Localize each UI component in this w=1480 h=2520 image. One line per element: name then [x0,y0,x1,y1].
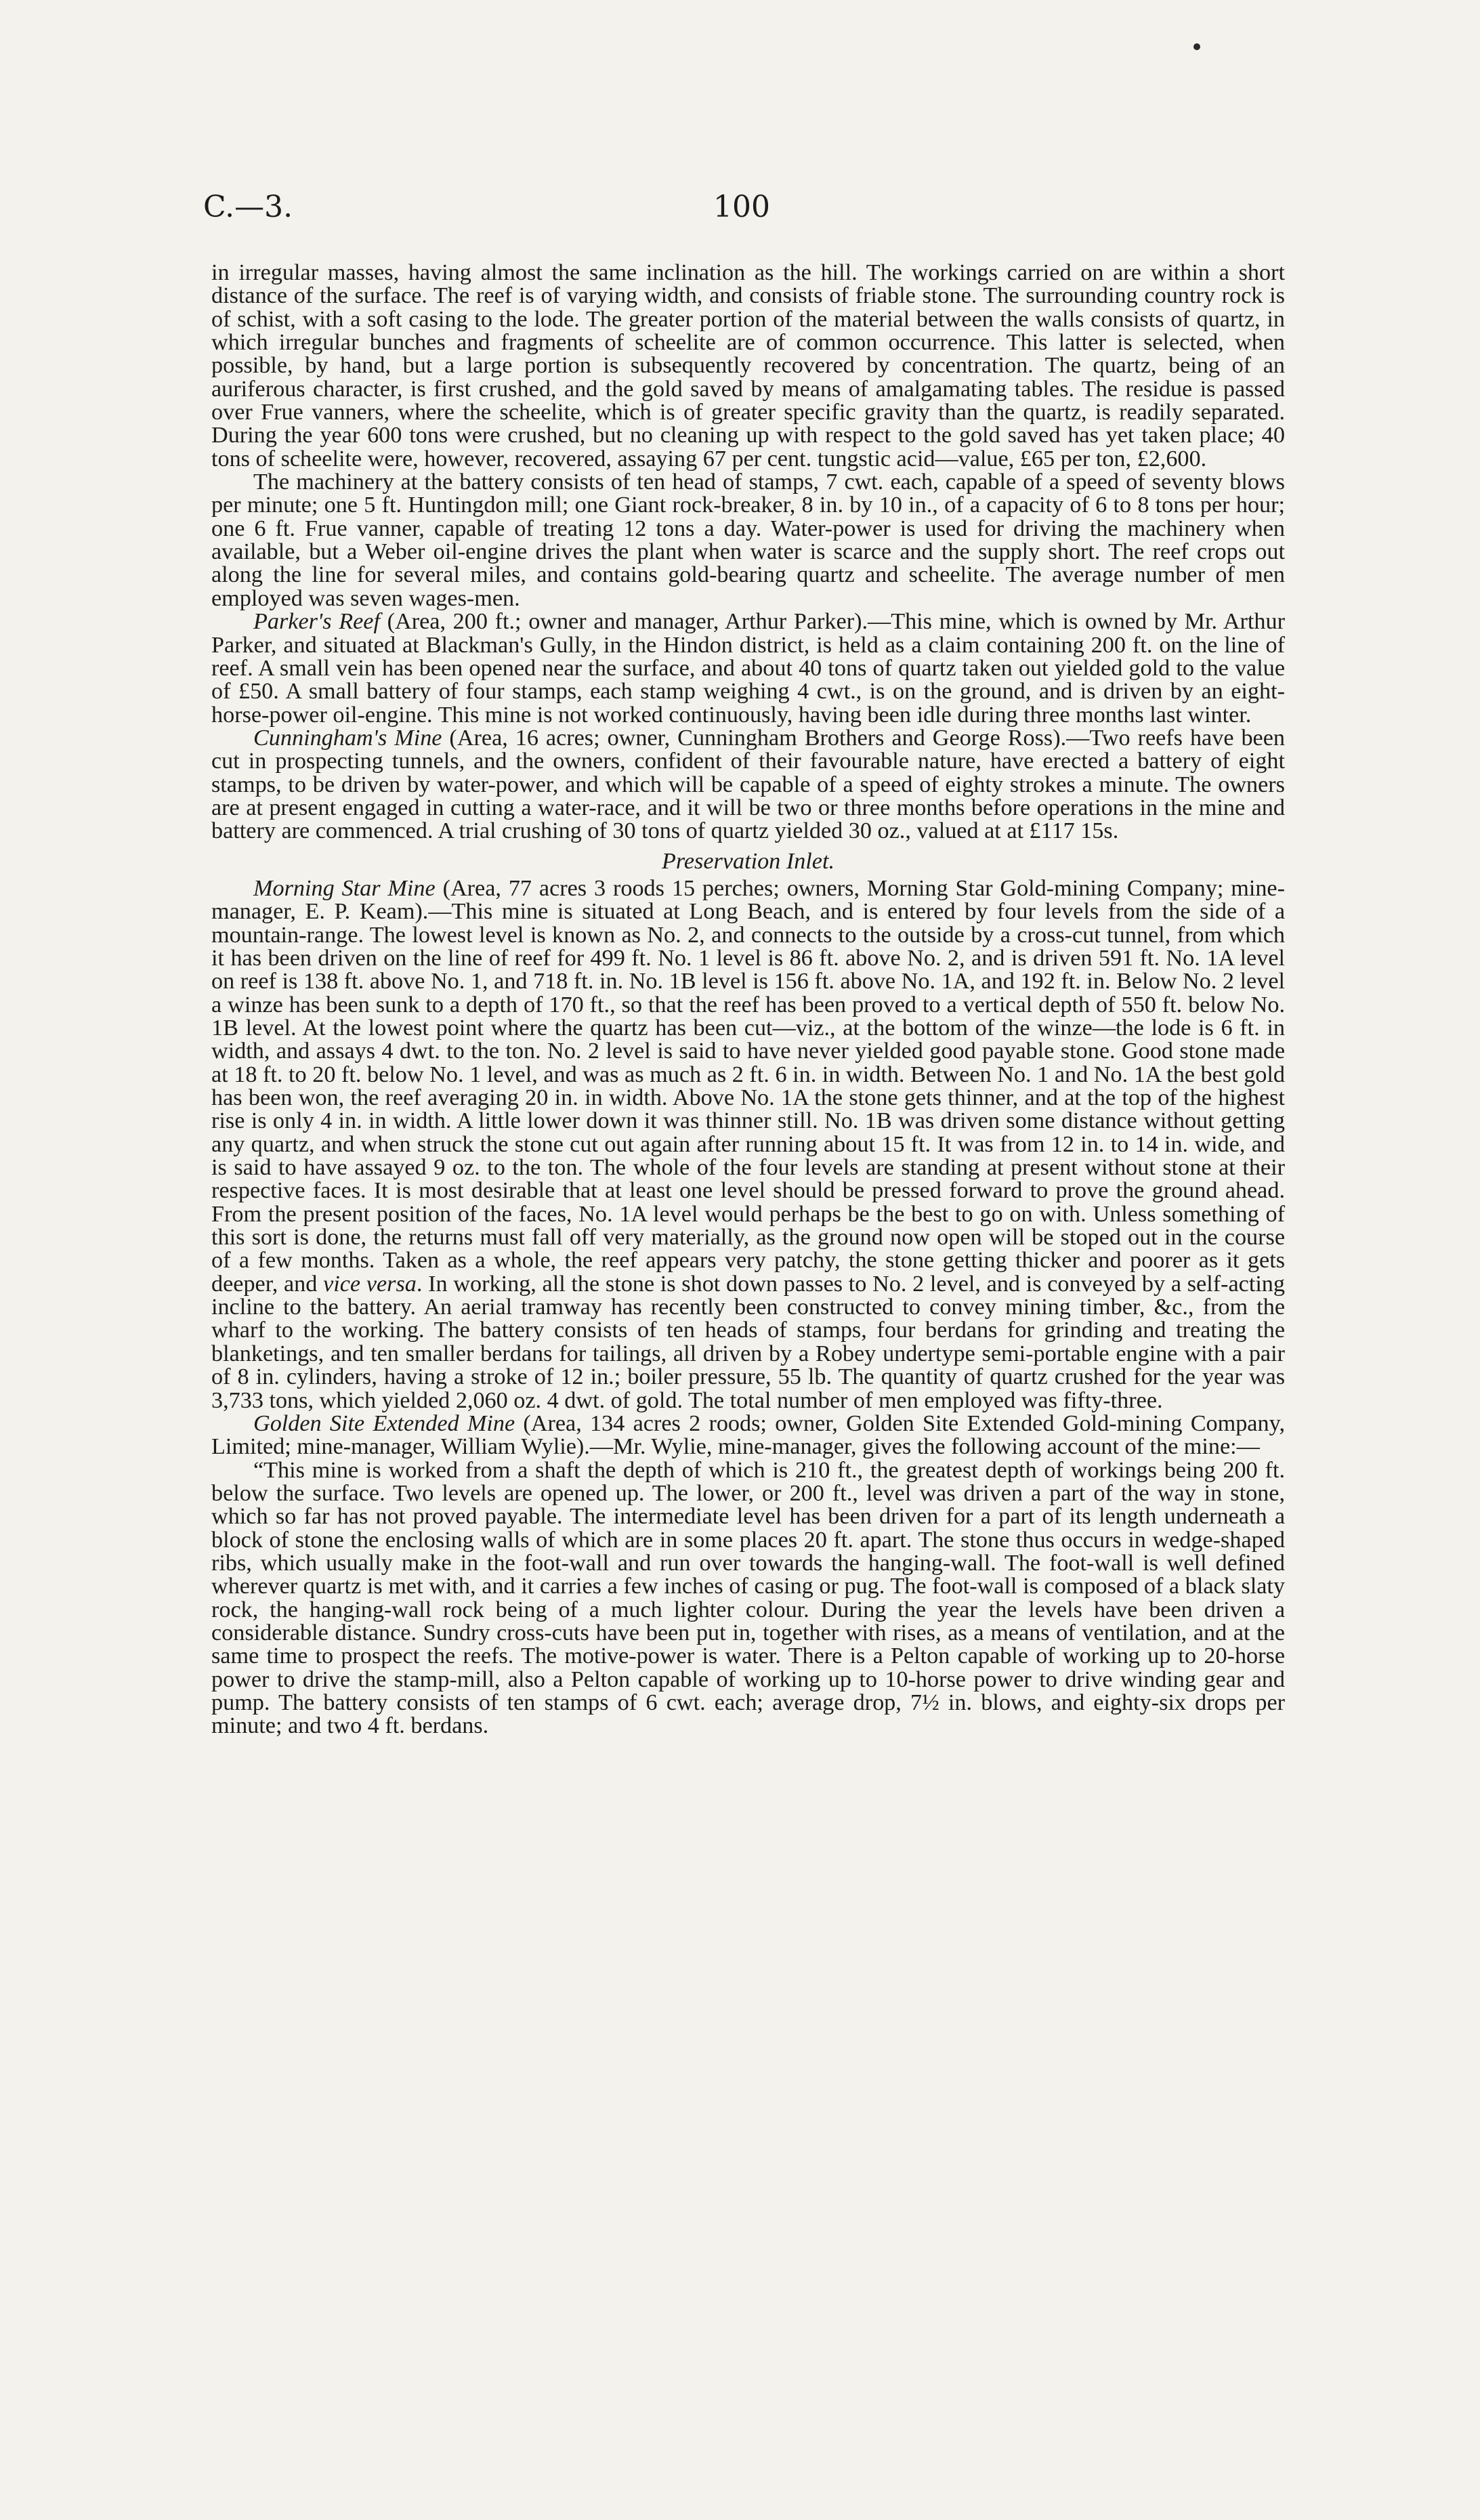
italic-phrase: vice versa [323,1271,417,1297]
body-text [211,261,1285,1738]
paragraph-cunninghams-mine [211,727,1285,843]
document-reference: C.—3. [203,190,293,224]
page-number: 100 [713,190,770,224]
paragraph-parkers-reef [211,610,1285,727]
section-heading: Preservation Inlet. [661,848,835,874]
paragraph-text: (Area, 77 acres 3 roods 15 perches; owners, Morning Star Gold-mining Company; mine-manager, E. P. Keam).—This mine is situated at Long Beach, and is entered by four levels from the side of a mountain-range. The lowest level is known as No. 2, and connects to the outside by a cross-cut tunnel, from which it has been driven on the line of reef for 499 ft. No. 1 level is 86 ft. above No. 2, and is driven 591 ft. No. 1A level on reef is 138 ft. above No. 1, and 718 ft. in. No. 1B level is 156 ft. above No. 1A, and 192 ft. in. Below No. 2 level a winze has been sunk to a depth of 170 ft., so that the reef has been proved to a vertical depth of 550 ft. below No. 1B level. At the lowest point where the quartz has been cut—viz., at the bottom of the winze—the lode is 6 ft. in width, and assays 4 dwt. to the ton. No. 2 level is said to have never yielded good payable stone. Good stone made at 18 ft. to 20 ft. below No. 1 level, and was as much as 2 ft. 6 in. in width. Between No. 1 and No. 1A the best gold has been won, the reef averaging 20 in. in width. Above No. 1A the stone gets thinner, and at the top of the highest rise is only 4 in. in width. A little lower down it was thinner still. No. 1B was driven some distance without getting any quartz, and when struck the stone cut out again after running about 15 ft. It was from 12 in. to 14 in. wide, and is said to have assayed 9 oz. to the ton. The whole of the four levels are standing at present without stone at their respective faces. It is most desirable that at least one level should be pressed forward to prove the ground ahead. From the present position of the faces, No. 1A level would perhaps be the best to go on with. Unless something of this sort is done, the returns must fall off very materially, as the ground now open will be stoped out in the course of a few months. Taken as a whole, the reef appears very patchy, the stone getting thicker and poorer as it gets deeper, and [211,875,1285,1297]
paragraph-golden-site-extended [211,1412,1285,1459]
paragraph-morning-star-mine [211,877,1285,1412]
page-header [203,190,1280,230]
paragraph-quoted-account: “This mine is worked from a shaft the depth of which is 210 ft., the greatest depth of workings being 200 ft. below the surface. Two levels are opened up. The lower, or 200 ft., level was driven a part of the way in stone, which so far has not proved payable. The intermediate level has been driven for a part of its length underneath a block of stone the enclosing walls of which are in some places 20 ft. apart. The stone thus occurs in wedge-shaped ribs, which usually make in the foot-wall and run over towards the hanging-wall. The foot-wall is well defined wherever quartz is met with, and it carries a few inches of casing or pug. The foot-wall is composed of a black slaty rock, the hanging-wall rock being of a much lighter colour. During the year the levels have been driven a considerable distance. Sundry cross-cuts have been put in, together with rises, as a means of ventilation, and at the same time to prospect the reefs. The motive-power is water. There is a Pelton capable of working up to 20-horse power to drive the stamp-mill, also a Pelton capable of working up to 10-horse power to drive winding gear and pump. The battery consists of ten stamps of 6 cwt. each; average drop, 7½ in. blows, and eighty-six drops per minute; and two 4 ft. berdans. [211,1457,1285,1739]
paragraph-text: (Area, 16 acres; owner, Cunningham Brothers and George Ross).—Two reefs have been cut in prospecting tunnels, and the owners, confident of their favourable nature, have erected a battery of eight stamps, to be driven by water-power, and which will be capable of a speed of eighty strokes a minute. The owners are at present engaged in cutting a water-race, and it will be two or three months before operations in the mine and battery are commenced. A trial crushing of 30 tons of quartz yielded 30 oz., valued at at £117 15s. [211,725,1285,844]
paragraph-text: (Area, 200 ft.; owner and manager, Arthur Parker).—This mine, which is owned by Mr. Arthur Parker, and situated at Blackman's Gully, in the Hindon district, is held as a claim containing 200 ft. on the line of reef. A small vein has been opened near the surface, and about 40 tons of quartz taken out yielded gold to the value of £50. A small battery of four stamps, each stamp weighing 4 cwt., is on the ground, and is driven by an eight-horse-power oil-engine. This mine is not worked continuously, having been idle during three months last winter. [211,609,1285,728]
mine-title-morning-star: Morning Star Mine [253,875,436,901]
paragraph-continued: in irregular masses, having almost the same inclination as the hill. The workings carried on are within a short distance of the surface. The reef is of varying width, and consists of friable stone. The surrounding country rock is of schist, with a soft casing to the lode. The greater portion of the material between the walls consists of quartz, in which irregular bunches and fragments of scheelite are of common occurrence. This latter is selected, when possible, by hand, but a large portion is subsequently recovered by concentration. The quartz, being of an auriferous character, is first crushed, and the gold saved by means of amalgamating tables. The residue is passed over Frue vanners, where the scheelite, which is of greater specific gravity than the quartz, is readily separated. During the year 600 tons were crushed, but no cleaning up with respect to the gold saved has yet taken place; 40 tons of scheelite were, however, recovered, assaying 67 per cent. tungstic acid—value, £65 per ton, £2,600. [211,260,1285,471]
mine-title-parkers-reef: Parker's Reef [253,609,380,635]
paragraph-text: (Area, 134 acres 2 roods; owner, Golden Site Extended Gold-mining Company, Limited; mine-manager, William Wylie).—Mr. Wylie, mine-manager, gives the following account of the mine:— [211,1410,1285,1460]
mine-title-cunninghams-mine: Cunningham's Mine [253,725,442,751]
printer-mark [1193,43,1200,50]
mine-title-golden-site-extended: Golden Site Extended Mine [253,1410,515,1436]
paragraph-machinery: The machinery at the battery consists of ten head of stamps, 7 cwt. each, capable of a speed of seventy blows per minute; one 5 ft. Huntingdon mill; one Giant rock-breaker, 8 in. by 10 in., of a capacity of 6 to 8 tons per hour; one 6 ft. Frue vanner, capable of treating 12 tons a day. Water-power is used for driving the machinery when available, but a Weber oil-engine drives the plant when water is scarce and the supply short. The reef crops out along the line for several miles, and contains gold-bearing quartz and scheelite. The average number of men employed was seven wages-men. [211,469,1285,611]
paragraph-text: . In working, all the stone is shot down passes to No. 2 level, and is conveyed by a self-acting incline to the battery. An aerial tramway has recently been constructed to convey mining timber, &c., from the wharf to the working. The battery consists of ten heads of stamps, four berdans for grinding and treating the blanketings, and ten smaller berdans for tailings, all driven by a Robey undertype semi-portable engine with a pair of 8 in. cylinders, having a stroke of 12 in.; boiler pressure, 55 lb. The quantity of quartz crushed for the year was 3,733 tons, which yielded 2,060 oz. 4 dwt. of gold. The total number of men employed was fifty-three. [211,1271,1285,1413]
